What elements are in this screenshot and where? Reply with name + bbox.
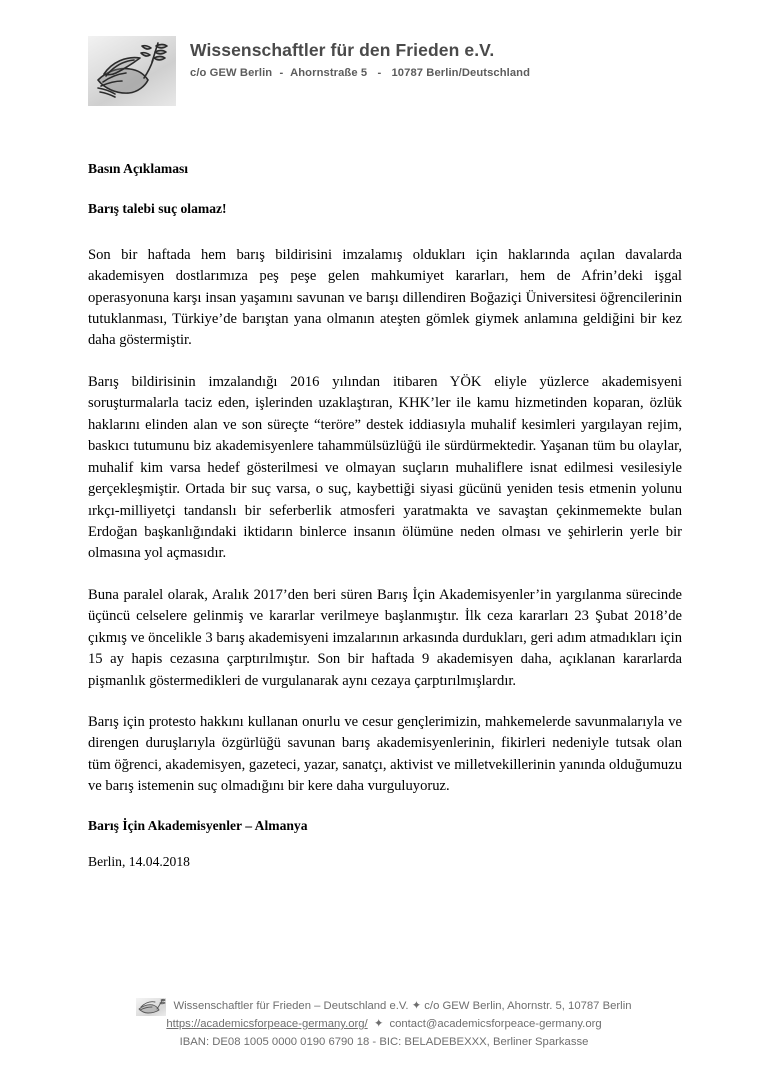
address-separator-1: - — [279, 67, 284, 80]
body-paragraph: Buna paralel olarak, Aralık 2017’den beri süren Barış İçin Akademisyenler’in yargılanma sürecinde üçüncü celselere gelinmiş ve kararlar verilmeye başlanmıştır. İlk ceza kararları 23 Şubat 2018’de çıkmış ve öncelikle 3 barış akademisyeni imzalarının arkasında durdukları, geri adım atmadıkları için 15 ay hapis cezasına çarptırılmıştır. Son bir haftada 9 akademisyen daha, açıklanan kararlarda pişmanlık göstermedikleri de vurgulanarak aynı cezaya çarptırılmışlardır. — [88, 586, 682, 689]
body-paragraph: Son bir haftada hem barış bildirisini imzalamış oldukları için haklarında açılan davalarda akademisyen dostlarımıza peş peşe gelen mahkumiyet kararları, hem de Afrin’deki işgal operasyonuna karşı insan yaşamını savunan ve barışı dillendiren Boğaziçi Üniversitesi öğrencilerinin tutuklanması, Türkiye’de barıştan yana olmanın ateşten gömlek giymek anlamına geldiğini bir kez daha göstermiştir. — [88, 246, 682, 349]
signature-line: Barış İçin Akademisyenler – Almanya — [88, 817, 308, 833]
document-body — [88, 160, 682, 870]
page-title: Barış talebi suç olamaz! — [88, 201, 227, 217]
footer-line-1 — [0, 998, 768, 1016]
website-link[interactable]: https://academicsforpeace-germany.org/ — [166, 1018, 368, 1030]
address-separator-2: - — [377, 67, 382, 80]
footer-org-address: Wissenschaftler für Frieden – Deutschland e.V. ✦ c/o GEW Berlin, Ahornstr. 5, 10787 Berlin — [173, 1000, 632, 1013]
organization-address — [190, 67, 530, 79]
footer-separator-icon: ✦ — [373, 1018, 384, 1030]
address-street: Ahornstraße 5 — [290, 67, 368, 80]
organization-name: Wissenschaftler für den Frieden e.V. — [190, 40, 495, 60]
letterhead — [88, 36, 688, 106]
body-paragraph: Barış için protesto hakkını kullanan onurlu ve cesur gençlerimizin, mahkemelerde savunmalarıyla ve direngen duruşlarıyla özgürlüğü savunan barış akademisyenlerinin, fikirleri nedeniyle tutsak olan tüm öğrenci, akademisyen, gazeteci, yazar, sanatçı, aktivist ve milletvekillerinin yanında olduğumuzu ve barış istemenin suç olmadığını bir kere daha vurguluyoruz. — [88, 714, 682, 795]
body-paragraph: Barış bildirisinin imzalandığı 2016 yılından itibaren YÖK eliyle yüzlerce akademisyeni soruşturmalarla taciz eden, işlerinden uzaklaştıran, KHK’ler ile kamu hizmetinden koparan, özlük haklarını elinden alan ve son süreçte “teröre” destek iddiasıyla muhalif kesimleri yargılayan rejim, baskıcı tutumunu biz akademisyenlere tahammülsüzlüğü ile sürdürmektedir. Yaşanan tüm bu olaylar, muhalif kim varsa hedef gösterilmesi ve olmayan suçların muhaliflere isnat edilmesi vesilesiyle gerçekleşmiştir. Ortada bir suç varsa, o suç, kaybettiği siyasi gücünü yeniden tesis etmenin yolunu ırkçı-milliyetçi tandanslı bir seferberlik atmosferi yaratmakta ve savaştan çekinmemekte bulan Erdoğan başkanlığındaki iktidarın binlerce insanın ölümüne neden olması ve şehirlerin yerle bir olmasına yol açmasıdır. — [88, 373, 682, 562]
address-city: 10787 Berlin/Deutschland — [391, 67, 531, 80]
contact-email: contact@academicsforpeace-germany.org — [389, 1018, 602, 1030]
letterhead-text — [190, 36, 530, 79]
address-care-of: c/o GEW Berlin — [190, 67, 273, 80]
dove-olive-branch-logo — [88, 36, 176, 106]
press-release-kicker: Basın Açıklaması — [88, 161, 189, 176]
dateline: Berlin, 14.04.2018 — [88, 853, 190, 869]
footer-bank-details: IBAN: DE08 1005 0000 0190 6790 18 - BIC: BELADEBEXXX, Berliner Sparkasse — [179, 1035, 589, 1048]
footer-line-2 — [0, 1016, 768, 1034]
dove-logo-small — [136, 998, 166, 1016]
page-footer — [0, 998, 768, 1051]
